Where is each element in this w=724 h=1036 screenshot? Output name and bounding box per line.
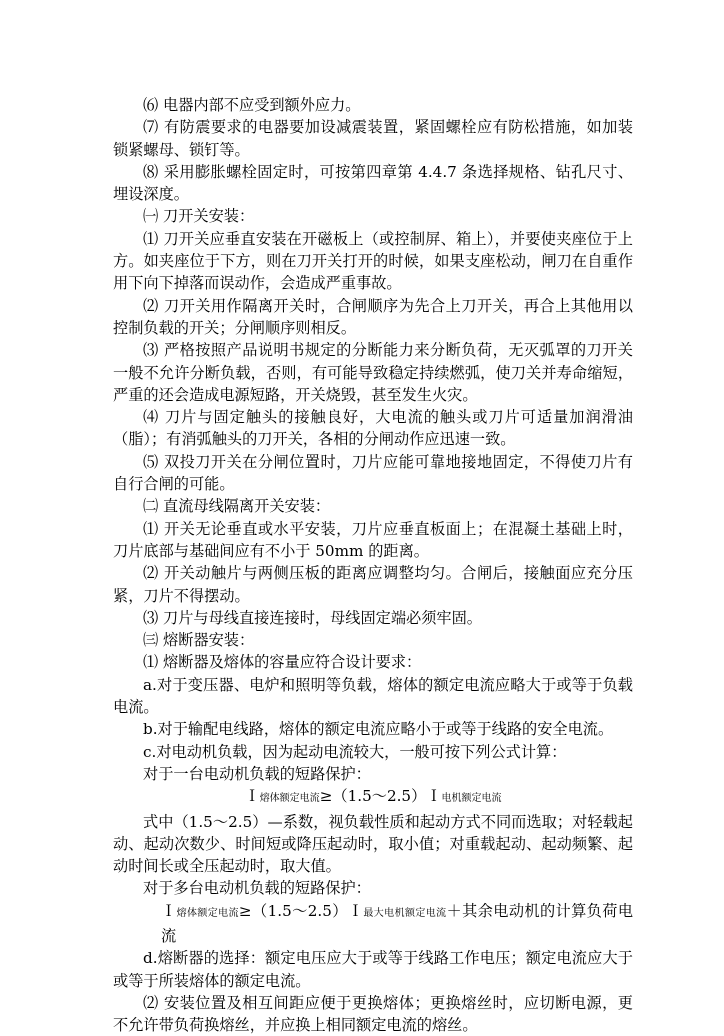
paragraph-knife-2: ⑵ 刀开关用作隔离开关时，合闸顺序为先合上刀开关，再合上其他用以控制负载的开关；分闸顺序则相反。 [113, 296, 633, 337]
paragraph-knife-3: ⑶ 严格按照产品说明书规定的分断能力来分断负荷，无灭弧罩的刀开关一般不允许分断负载，否则，有可能导致稳定持续燃弧，使刀关并寿命缩短，严重的还会造成电源短路，开关烧毁，甚至发生火灾。 [113, 341, 633, 404]
formula-subscript: 最大电机额定电流 [363, 907, 447, 919]
paragraph-dc-2: ⑵ 开关动触片与两侧压板的距离应调整均匀。合闸后，接触面应充分压紧，刀片不得摆动。 [113, 564, 633, 605]
paragraph-knife-5: ⑸ 双投刀开关在分闸位置时，刀片应能可靠地接地固定，不得使刀片有自行合闸的可能。 [113, 452, 633, 494]
section-heading-dc-isolator: ㈡ 直流母线隔离开关安装： [143, 497, 331, 516]
paragraph-multi-motor: 对于多台电动机负载的短路保护： [143, 879, 371, 898]
formula-tail: ＋其余电动机的计算负荷电流 [161, 901, 634, 945]
paragraph-item-7: ⑺ 有防震要求的电器要加设减震装置，紧固螺栓应有防松措施，如加装锁紧螺母、锁钉等。 [113, 118, 633, 159]
paragraph-fuse-2: ⑵ 安装位置及相互间距应便于更换熔体；更换熔丝时，应切断电源，更不允许带负荷换熔丝，并应换上相同额定电流的熔丝。 [113, 993, 633, 1035]
formula-coefficient: ≥（1.5～2.5）Ｉ [238, 901, 364, 920]
formula-subscript: 熔体额定电流 [176, 907, 239, 919]
paragraph-knife-1: ⑴ 刀开关应垂直安装在开磁板上（或控制屏、箱上），并要使夹座位于上方。如夹座位于下方，则在刀开关打开的时候，如果支座松动，闸刀在自重作用下向下掉落而误动作，会造成严重事故。 [113, 229, 633, 293]
paragraph-fuse-b: b.对于输配电线路，熔体的额定电流应略小于或等于线路的安全电流。 [143, 720, 614, 739]
paragraph-fuse-a: a.对于变压器、电炉和照明等负载，熔体的额定电流应略大于或等于负载电流。 [113, 675, 633, 717]
formula-coefficient: ≥（1.5～2.5）Ｉ [319, 787, 442, 806]
paragraph-dc-3: ⑶ 刀片与母线直接连接时，母线固定端必须牢固。 [143, 608, 482, 627]
paragraph-fuse-c: c.对电动机负载，因为起动电流较大，一般可按下列公式计算： [143, 742, 567, 761]
paragraph-single-motor: 对于一台电动机负载的短路保护： [143, 764, 371, 783]
paragraph-knife-4: ⑷ 刀片与固定触头的接触良好，大电流的触头或刀片可适量加润滑油（脂）；有消弧触头的刀开关，各相的分闸动作应迅速一致。 [113, 408, 633, 449]
paragraph-item-6: ⑹ 电器内部不应受到额外应力。 [143, 96, 361, 114]
paragraph-coefficient-note: 式中（1.5～2.5）—系数，视负载性质和起动方式不同而选取；对轻载起动、起动次数少、时间短或降压起动时，取小值；对重载起动、起动频繁、起动时间长或全压起动时，取大值。 [113, 812, 633, 876]
paragraph-fuse-d: d.熔断器的选择：额定电压应大于或等于线路工作电压；额定电流应大于或等于所装熔体的额定电流。 [113, 949, 633, 990]
paragraph-item-8: ⑻ 采用膨胀螺栓固定时，可按第四章第 4.4.7 条选择规格、钻孔尺寸、埋设深度。 [113, 162, 633, 204]
formula-multi-motor [113, 900, 633, 948]
formula-current-symbol: Ｉ [244, 787, 260, 806]
paragraph-fuse-1: ⑴ 熔断器及熔体的容量应符合设计要求： [143, 653, 422, 672]
formula-current-symbol: Ｉ [161, 901, 177, 920]
paragraph-dc-1: ⑴ 开关无论垂直或水平安装，刀片应垂直板面上；在混凝土基础上时，刀片底部与基础间应有不小于 50mm 的距离。 [113, 519, 633, 560]
formula-subscript: 电机额定电流 [441, 793, 502, 805]
section-heading-knife-switch: ㈠ 刀开关安装： [143, 207, 255, 226]
document-page [113, 94, 633, 1036]
section-heading-fuse: ㈢ 熔断器安装： [143, 631, 255, 650]
formula-single-motor [113, 785, 633, 810]
formula-subscript: 熔体额定电流 [259, 793, 320, 805]
